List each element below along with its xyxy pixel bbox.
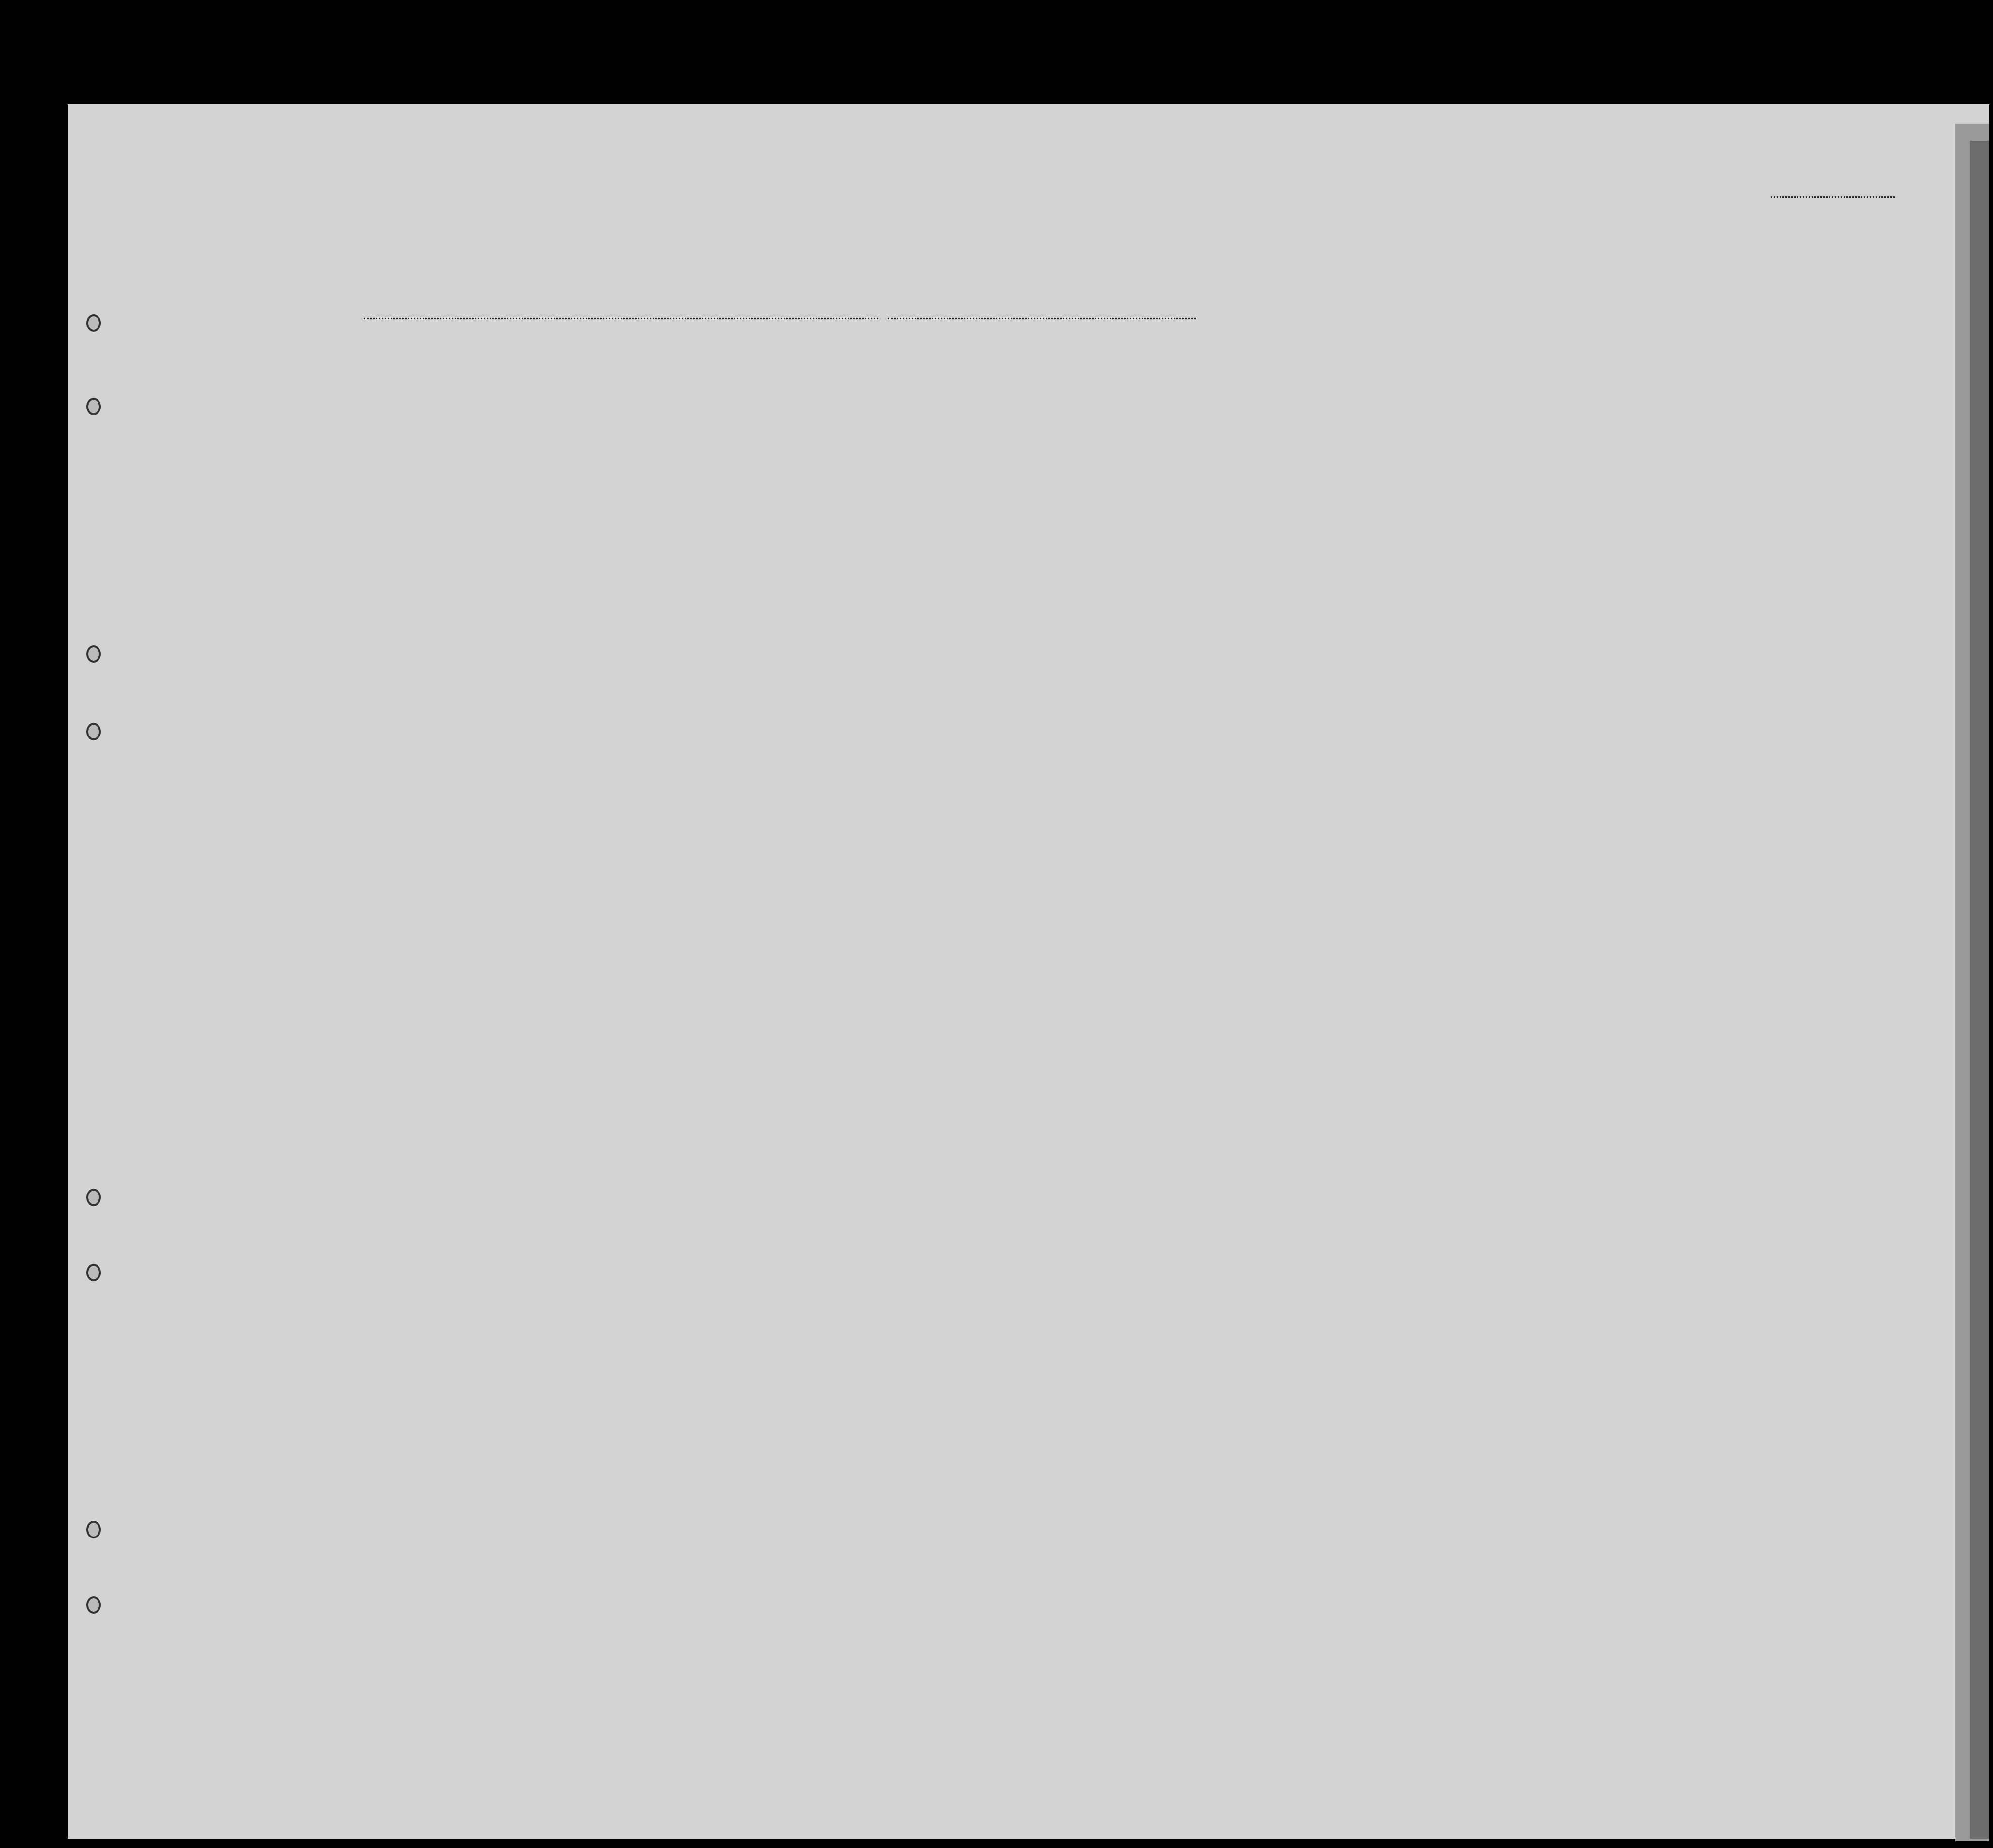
heading-inches [1652, 473, 1674, 509]
manifest-sheet [68, 104, 1989, 1839]
heading-polygamist [1329, 383, 1354, 509]
punch-hole [86, 723, 101, 740]
punch-hole [86, 1189, 101, 1206]
punch-hole [86, 1596, 101, 1614]
heading-purpose-citizen [1249, 417, 1278, 509]
port-line [364, 318, 878, 319]
punch-hole [86, 1264, 101, 1281]
heading-ticket [598, 378, 622, 505]
heading-purpose-length [1213, 417, 1242, 509]
punch-hole [86, 398, 101, 415]
heading-anarchist [1356, 383, 1375, 509]
heading-q30 [1472, 383, 1494, 509]
punch-hole [86, 314, 101, 332]
date-line [888, 318, 1196, 319]
ruled-grid [68, 104, 1989, 1839]
heading-q28 [1378, 383, 1436, 509]
punch-hole [86, 1521, 101, 1538]
page-edge-shadow [1970, 141, 1989, 1839]
heading-prison [1286, 383, 1327, 509]
heading-money [724, 378, 751, 505]
list-underline [1771, 196, 1895, 198]
punch-hole [86, 645, 101, 663]
heading-purpose-return [1174, 417, 1208, 509]
heading-q31 [1497, 383, 1519, 509]
heading-feet [1630, 480, 1650, 509]
heading-q29 [1438, 383, 1470, 509]
